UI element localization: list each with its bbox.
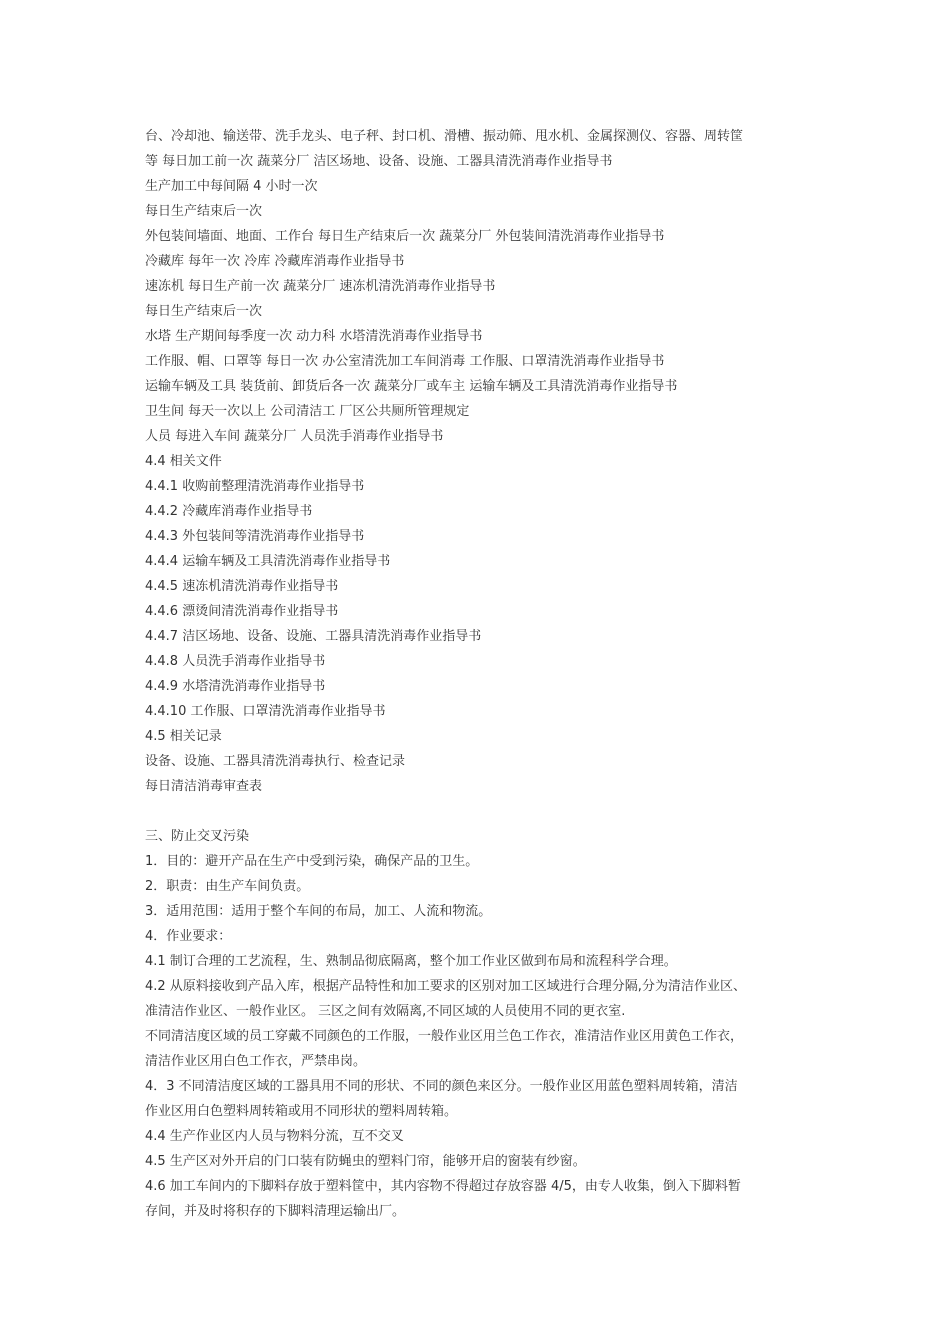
reference-item: 4.4.5 速冻机清洗消毒作业指导书 bbox=[145, 579, 339, 594]
reference-item: 4.4.7 洁区场地、设备、设施、工器具清洗消毒作业指导书 bbox=[145, 629, 482, 644]
text-line: 4．作业要求： bbox=[145, 929, 232, 944]
section-heading: 4.5 相关记录 bbox=[145, 729, 222, 744]
text-line: 4.1 制订合理的工艺流程，生、熟制品彻底隔离，整个加工作业区做到布局和流程科学合理。 bbox=[145, 954, 677, 969]
reference-item: 4.4.6 漂烫间清洗消毒作业指导书 bbox=[145, 604, 339, 619]
reference-item: 4.4.2 冷藏库消毒作业指导书 bbox=[145, 504, 313, 519]
text-line: 3．适用范围：适用于整个车间的布局，加工、人流和物流。 bbox=[145, 904, 492, 919]
text-line: 不同清洁度区域的员工穿戴不同颜色的工作服，一般作业区用兰色工作衣，准清洁作业区用黄色工作衣， bbox=[145, 1029, 744, 1044]
reference-item: 4.4.9 水塔清洗消毒作业指导书 bbox=[145, 679, 326, 694]
chapter-heading: 三、防止交叉污染 bbox=[145, 829, 250, 844]
text-line: 存间，并及时将积存的下脚料清理运输出厂。 bbox=[145, 1204, 406, 1219]
section-heading: 4.4 相关文件 bbox=[145, 454, 222, 469]
record-item: 每日清洁消毒审查表 bbox=[145, 779, 263, 794]
text-line: 作业区用白色塑料周转箱或用不同形状的塑料周转箱。 bbox=[145, 1104, 458, 1119]
text-line: 运输车辆及工具 装货前、卸货后各一次 蔬菜分厂或车主 运输车辆及工具清洗消毒作业指导书 bbox=[145, 379, 678, 394]
text-line: 速冻机 每日生产前一次 蔬菜分厂 速冻机清洗消毒作业指导书 bbox=[145, 279, 496, 294]
text-line: 4．3 不同清洁度区域的工器具用不同的形状、不同的颜色来区分。一般作业区用蓝色塑料周转箱，清洁 bbox=[145, 1079, 738, 1094]
text-line: 准清洁作业区、一般作业区。 三区之间有效隔离,不同区域的人员使用不同的更衣室. bbox=[145, 1004, 626, 1019]
text-line: 4.4 生产作业区内人员与物料分流，互不交叉 bbox=[145, 1129, 404, 1144]
record-item: 设备、设施、工器具清洗消毒执行、检查记录 bbox=[145, 754, 406, 769]
document-page bbox=[145, 124, 810, 1224]
text-line: 4.2 从原料接收到产品入库，根据产品特性和加工要求的区别对加工区域进行合理分隔,分为清洁作业区、 bbox=[145, 979, 746, 994]
text-line: 等 每日加工前一次 蔬菜分厂 洁区场地、设备、设施、工器具清洗消毒作业指导书 bbox=[145, 154, 613, 169]
blank-line bbox=[145, 799, 810, 824]
reference-item: 4.4.3 外包装间等清洗消毒作业指导书 bbox=[145, 529, 365, 544]
text-line: 每日生产结束后一次 bbox=[145, 204, 263, 219]
reference-item: 4.4.10 工作服、口罩清洗消毒作业指导书 bbox=[145, 704, 386, 719]
text-line: 冷藏库 每年一次 冷库 冷藏库消毒作业指导书 bbox=[145, 254, 405, 269]
text-line: 人员 每进入车间 蔬菜分厂 人员洗手消毒作业指导书 bbox=[145, 429, 444, 444]
text-line: 每日生产结束后一次 bbox=[145, 304, 263, 319]
reference-item: 4.4.1 收购前整理清洗消毒作业指导书 bbox=[145, 479, 365, 494]
text-line: 水塔 生产期间每季度一次 动力科 水塔清洗消毒作业指导书 bbox=[145, 329, 483, 344]
text-line: 卫生间 每天一次以上 公司清洁工 厂区公共厕所管理规定 bbox=[145, 404, 470, 419]
reference-item: 4.4.8 人员洗手消毒作业指导书 bbox=[145, 654, 326, 669]
text-line: 4.5 生产区对外开启的门口装有防蝇虫的塑料门帘，能够开启的窗装有纱窗。 bbox=[145, 1154, 586, 1169]
reference-item: 4.4.4 运输车辆及工具清洗消毒作业指导书 bbox=[145, 554, 391, 569]
text-line: 4.6 加工车间内的下脚料存放于塑料筐中，其内容物不得超过存放容器 4/5，由专人收集，倒入下脚料暂 bbox=[145, 1179, 741, 1194]
text-line: 生产加工中每间隔 4 小时一次 bbox=[145, 179, 318, 194]
text-line: 清洁作业区用白色工作衣，严禁串岗。 bbox=[145, 1054, 367, 1069]
text-line: 1．目的：避开产品在生产中受到污染，确保产品的卫生。 bbox=[145, 854, 479, 869]
text-line: 外包装间墙面、地面、工作台 每日生产结束后一次 蔬菜分厂 外包装间清洗消毒作业指导书 bbox=[145, 229, 665, 244]
text-line: 台、冷却池、输送带、洗手龙头、电子秤、封口机、滑槽、振动筛、甩水机、金属探测仪、容器、周转筐 bbox=[145, 129, 744, 144]
text-line: 2．职责：由生产车间负责。 bbox=[145, 879, 310, 894]
text-line: 工作服、帽、口罩等 每日一次 办公室清洗加工车间消毒 工作服、口罩清洗消毒作业指导书 bbox=[145, 354, 665, 369]
